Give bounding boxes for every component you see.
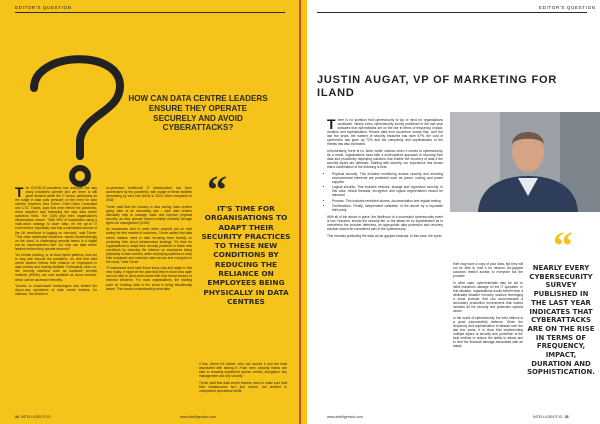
- headline: HOW CAN DATA CENTRE LEADERS ENSURE THEY OPERATE SECURELY AND AVOID CYBERATTACKS?: [128, 94, 268, 133]
- paragraph: In other case, cybercriminals may be out to inflict maximum damage on the IT operation. In this situation, organisations would benefit from a dedicated disaster recovery solution leveraging a cloud provider that can accommodate a secondary production environment that indeed includes all the security and protection options above.: [453, 280, 523, 314]
- bullet-list: [327, 172, 443, 213]
- portrait-photo: [450, 112, 600, 212]
- list-item: • Certifications: Finally, independent validation of the above by a reputable third party: [332, 204, 443, 212]
- paragraph: As businesses look to meet wider projects put on hold during the first months of lockdown, Turner added that data centre leaders need to start focusing more heavily on protecting their cloud infrastructure strategy. "It's time for organisations to adapt their security practices to these new conditions by reducing the reliance on employees being physically in data centres, while employing systems to keep their employee and customer data secure and encrypted in the cloud," said Turner.: [106, 227, 192, 264]
- section-label: EDITOR'S QUESTION: [15, 5, 72, 10]
- paragraph: thief may have a copy of your data, but they will not be able to hold it for ransom. Air-gapped solutions restrict access to everyone but the provider.: [453, 262, 523, 279]
- page-number: 34: [15, 415, 19, 419]
- list-item: • Process: This includes restricted access, documentation and regular testing: [332, 199, 443, 203]
- paragraph: This includes protecting the data via air-gapped backups. In this case, the cyber: [327, 233, 442, 238]
- right-column-1: [327, 118, 443, 240]
- paragraph: "Access to cloud-based technologies has shifted the day-to-day operations of data centre leaders; for instance, the decline in: [15, 284, 97, 297]
- pull-quote: NEARLY EVERY CYBERSECURITY SURVEY PUBLISHED IN THE LAST YEAR INDICATES THAT CYBERATTACKS ARE ON THE RISE IN TERMS OF FREQUENCY, IMPACT, DURATION AND SOPHISTICATION.: [527, 264, 595, 377]
- pull-quote: IT'S TIME FOR ORGANISATIONS TO ADAPT THEIR SECURITY PRACTICES TO THESE NEW CONDITIONS BY REDUCING THE RELIANCE ON EMPLOYEES BEING PHYSICALLY IN DATA CENTRES: [201, 204, 291, 306]
- footer-url: www.intelligentcio.com: [180, 415, 217, 419]
- left-page: [0, 0, 299, 424]
- quote-mark-icon: “: [207, 167, 227, 212]
- header-rule: [317, 12, 587, 13]
- paragraph: Turner said that data centre leaders need to make sure that their infrastructure isn't just secure, but resilient to unexpected operational shifts.: [199, 380, 287, 393]
- list-item: • Logical security: This includes network, storage and hypervisor security. In this case, virtual firewalls, encryption and logical segmentation should be standard: [332, 185, 443, 197]
- paragraph: on-premises 'traditional' IT infrastructure has been accelerated by the pandemic, with usage of these facilities decreasing by over half (54%) in 2020, when compared to 2018.": [106, 186, 192, 203]
- drop-cap: T: [15, 184, 24, 200]
- brand-name: INTELLIGENTCIO: [21, 415, 51, 419]
- byline: JUSTIN AUGAT, VP OF MARKETING FOR ILAND: [317, 74, 558, 99]
- side-strip: [301, 0, 307, 424]
- question-mark-graphic: [22, 40, 132, 190]
- left-column-3: [199, 362, 287, 395]
- drop-cap: T: [327, 116, 336, 132]
- paragraph: The COVID-19 pandemic has reshaped the way many industries operate and yet there is still great demand within the IT sector, particularly as the surge in data puts pressure on the need for data centres. However, Alex Turner, Chief Cyber Consultant and CTO, Thales, says that even before the pandemic, cloud adoption was reshaping the way data centre operators think. The CIOs kept their organisation's infrastructure secure. "With 95% of businesses using a multi-cloud strategy to store data, it's the go-to IT environment, especially now that a substantial amount of the UK workforce is logging on remotely," said Turner. "This wider distributed workforce, based overwhelmingly on the cloud, is challenging security teams in a digital era an unprecedented rate. So, how can data centre leaders ensure they operate securely?: [15, 184, 97, 251]
- paragraph: Unfortunately, there is no 'silver bullet' solution when it comes to cybersecurity. As a result, organisations must take a multi-layered approach to securing their data and proactively deploying solutions that enable the recovery of data if the security layers are defeated. Starting with security, our experience has shown that a combination of the following is best:: [327, 148, 443, 170]
- page-number: 35: [564, 415, 569, 419]
- footer-url: www.intelligentcio.com: [327, 415, 364, 419]
- header-rule: [15, 12, 285, 13]
- paragraph: With all of the above in place, the likelihood of a successful cybersecurity event is low. However, should the security fail, or the attack be so sophisticated as to overwhelm the provider defences, an appropriate data protection and recovery solution should be considered part of the cybersecurity.: [327, 214, 443, 232]
- brand-name: INTELLIGENTCIO: [533, 415, 563, 419]
- paragraph: "If businesses don't take these steps now and adapt to this new reality, it might be the case that they're much less agile and not able to pivot when faced with new threat vectors or external influence. For most organisations, the starting point for locating data in the cloud is being situationally aware. This means understanding what data: [106, 266, 192, 291]
- paragraph: it has, where it's stored, who can access it and the risks associated with storing it. From here, security teams can start to remotely implement access control, encryption, key management and key security.": [199, 362, 287, 379]
- paragraph: In the world of cybersecurity, the best offence is a good (recoverable) defence. Given the frequency and sophistication of attacks over the last few years, it is clear that implementing multiple layers of security and protection is the best method to reduce the ability to attack and to limit the financial damage associated with an attack.: [453, 315, 523, 348]
- footer-left: [15, 415, 51, 419]
- right-column-2: [453, 262, 523, 350]
- paragraph: Turner said that the industry is also seeing 'data centres going 'dark' at an increasing rate – dark data centres ultimately help to manage costs and improve physical security, as they operate almost entirely remotely through lights out management (LOM).: [106, 204, 192, 225]
- paragraph: "As remote working, or at least hybrid patterns, look set to stay well beyond the pandemic, it's vital that data centre leaders reduce their reliance on employees in data centres and hosting facilities. Fortunately, even on-site security solutions such as hardware security modules (HSMs), are now available as cloud services, which can be accessed remotely.: [15, 253, 97, 282]
- footer-right: [533, 415, 569, 419]
- right-page: [301, 0, 600, 424]
- list-item: • Physical security: This includes monitoring access security and ensuring environmental elements are protected such as power, cooling and power supplies: [332, 172, 443, 184]
- left-column-2: [106, 186, 192, 293]
- left-column-1: [15, 186, 97, 299]
- section-label: EDITOR'S QUESTION: [539, 5, 596, 10]
- paragraph: There is no question that cybersecurity is top of mind for organisations worldwide. Nearly every cybersecurity survey published in the last year indicates that cyberattacks are on the rise in terms of frequency, impact, duration and sophistication. Recent data from Accenture shows that, over the last five years, the number of security breaches has risen 67%, the cost of cybercrime has gone up 72% and the complexity and sophistication of the threats has also increased.: [327, 116, 443, 147]
- quote-mark-icon: “: [553, 223, 573, 268]
